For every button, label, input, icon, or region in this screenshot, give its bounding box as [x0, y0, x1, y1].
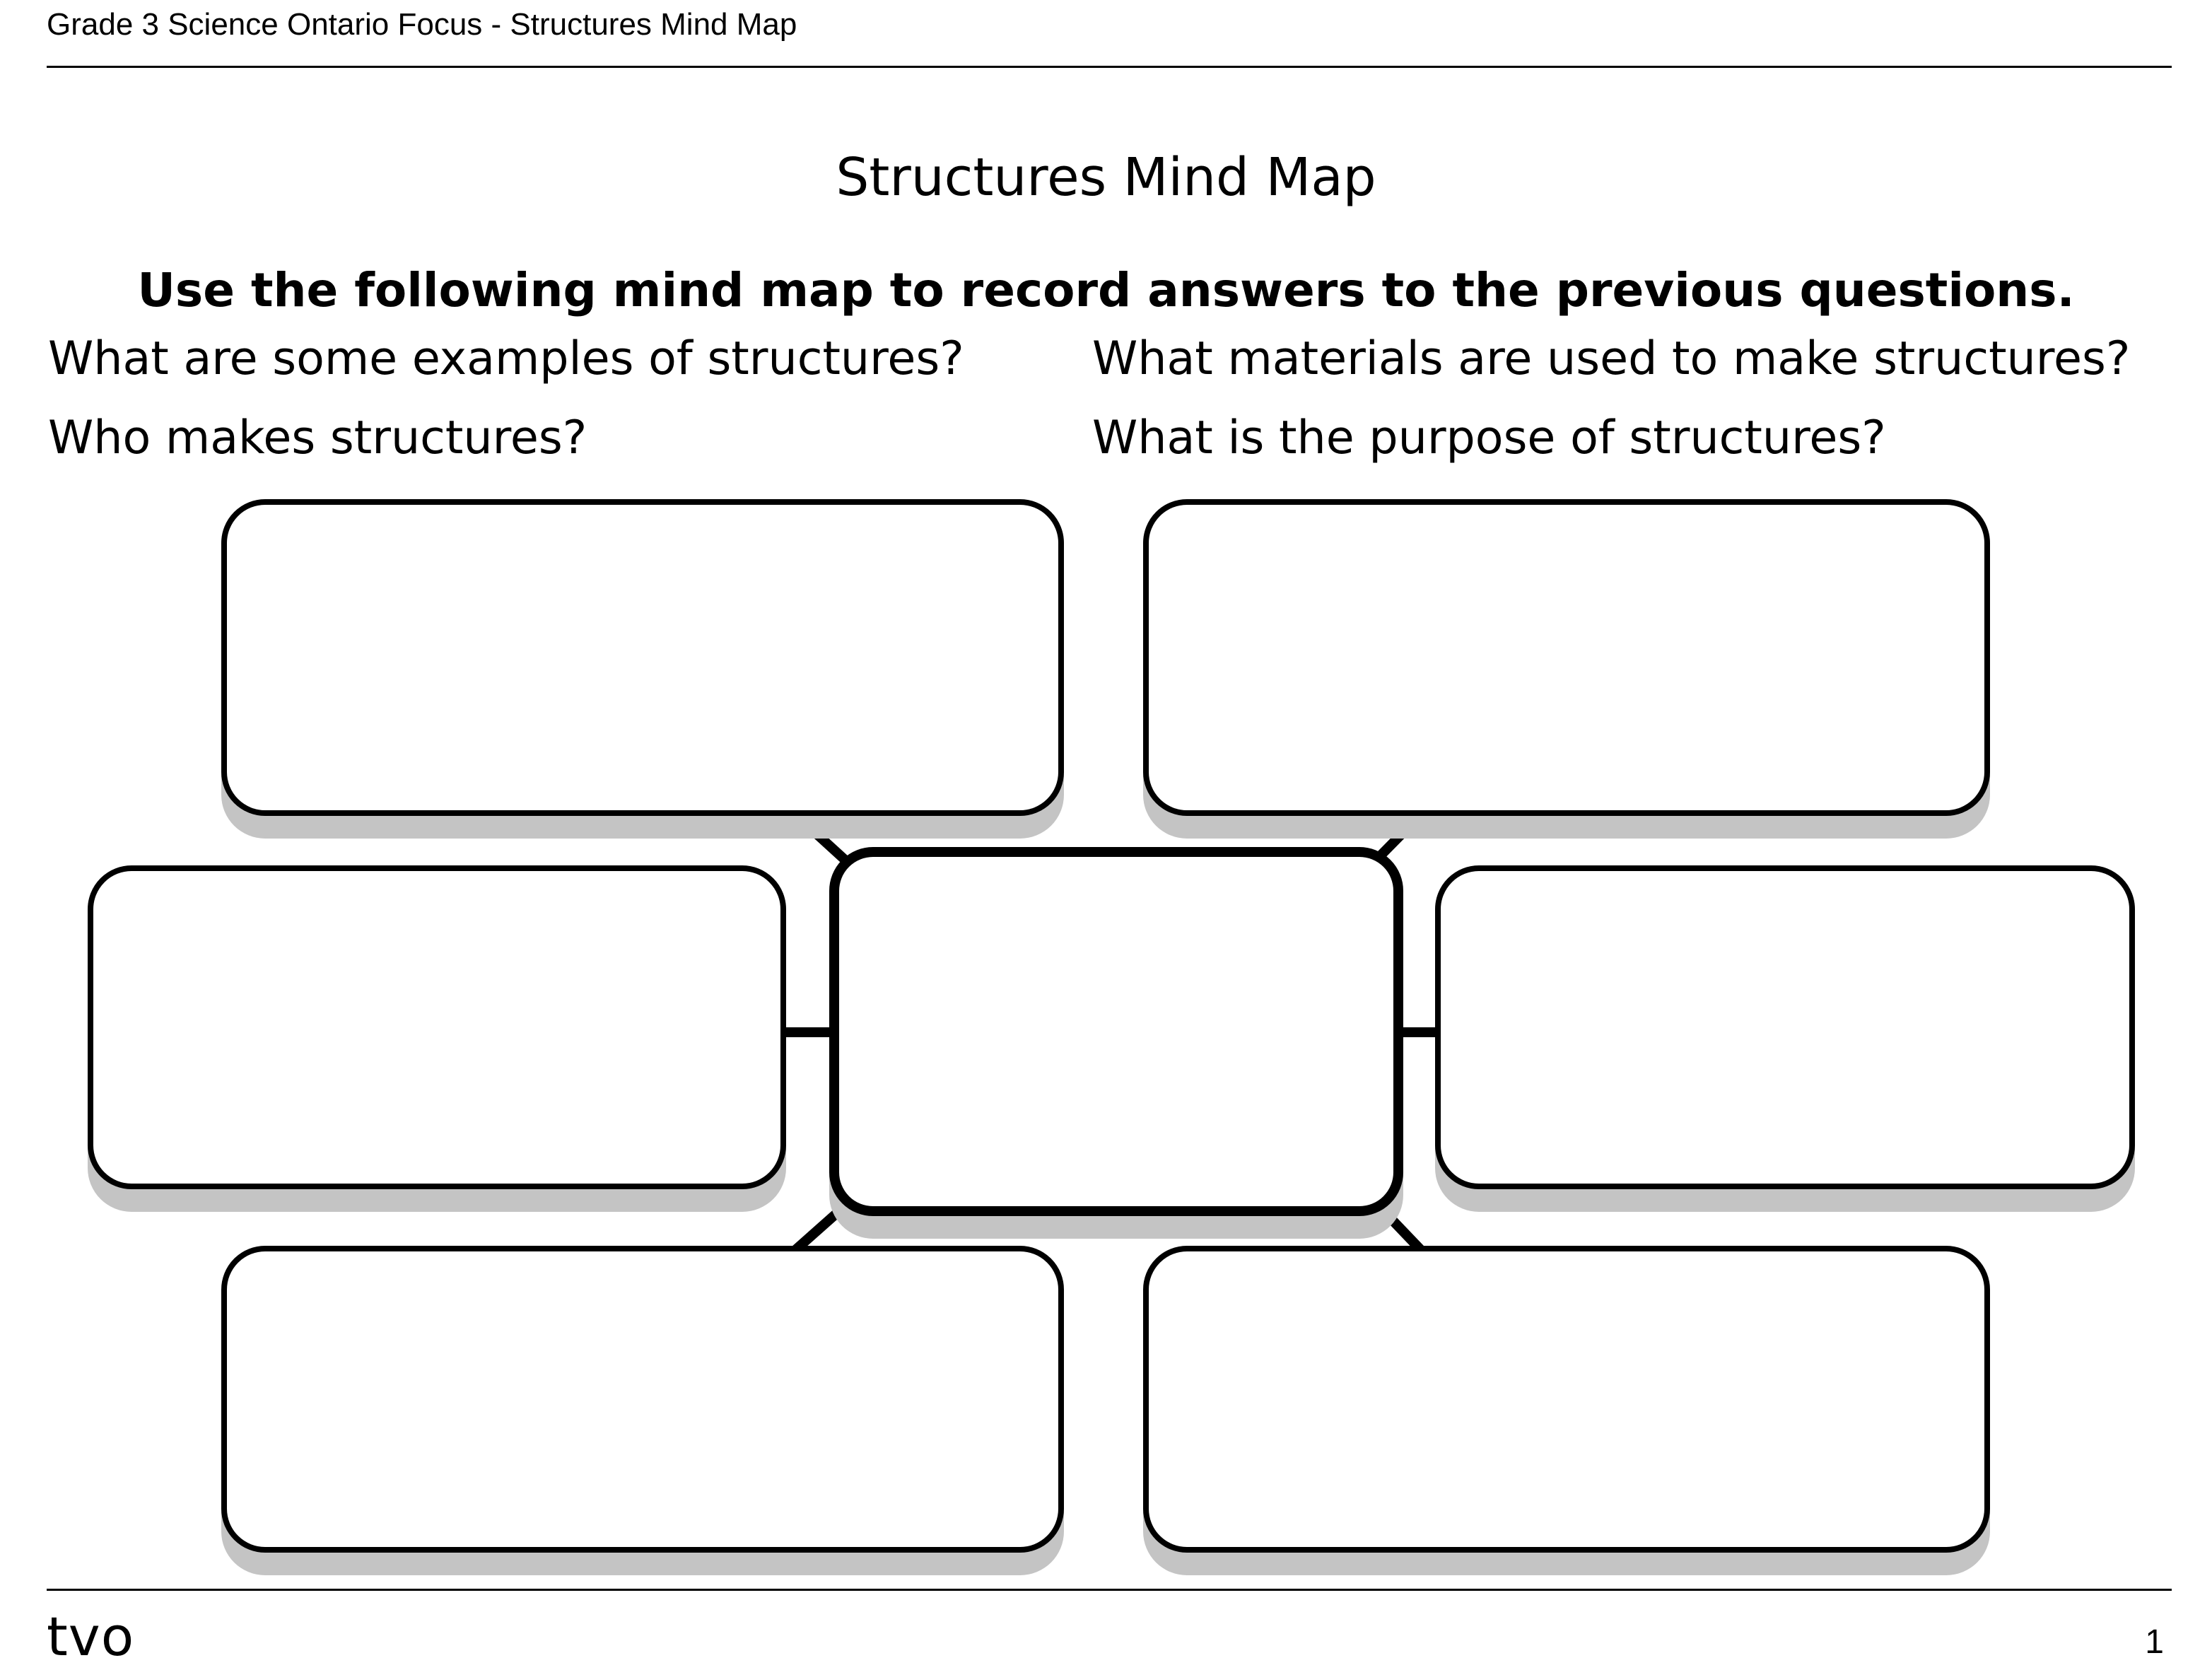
running-header: Grade 3 Science Ontario Focus - Structures Mind Map [47, 7, 797, 42]
question-materials: What materials are used to make structures? [1092, 332, 2131, 385]
tvo-logo: tvo [47, 1605, 135, 1668]
question-who: Who makes structures? [48, 411, 587, 465]
footer-divider [47, 1589, 2172, 1591]
answer-box-bottom-right[interactable] [1143, 1246, 1990, 1553]
central-box[interactable] [829, 847, 1403, 1216]
instruction-text: Use the following mind map to record answers to the previous questions. [137, 263, 2075, 317]
answer-box-middle-right[interactable] [1435, 865, 2135, 1189]
question-purpose: What is the purpose of structures? [1092, 411, 1886, 465]
question-examples: What are some examples of structures? [48, 332, 964, 385]
answer-box-top-left[interactable] [221, 499, 1064, 816]
answer-box-top-right[interactable] [1143, 499, 1990, 816]
answer-box-middle-left[interactable] [88, 865, 786, 1189]
connector-bottom-left [795, 1200, 852, 1250]
page-number: 1 [2145, 1623, 2164, 1661]
answer-box-bottom-left[interactable] [221, 1246, 1064, 1553]
page-title: Structures Mind Map [836, 147, 1376, 208]
